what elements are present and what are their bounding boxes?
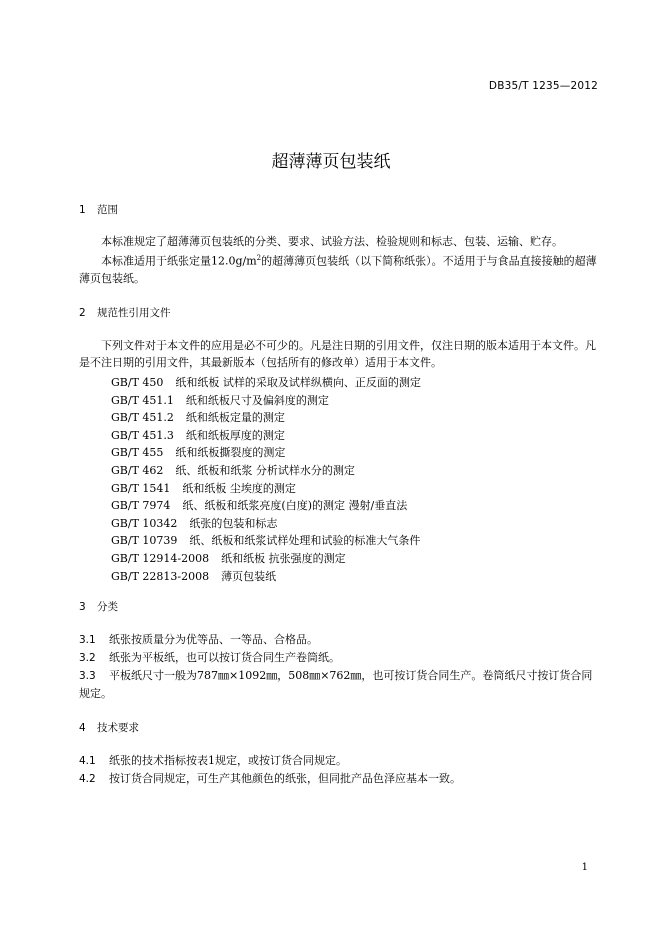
clause-number: 4.1 xyxy=(79,755,96,767)
section-title: 分类 xyxy=(97,601,118,613)
paragraph-text: 的超薄薄页包装纸（以下简称纸张）。不适用于与食品直接接触的超薄薄页包装纸。 xyxy=(79,254,597,285)
reference-title: 纸和纸板尺寸及偏斜度的测定 xyxy=(185,393,329,407)
reference-item xyxy=(111,515,421,533)
reference-title: 纸张的包装和标志 xyxy=(189,516,278,530)
reference-item xyxy=(111,392,421,410)
reference-code: GB/T 450 xyxy=(111,376,164,389)
reference-code: GB/T 22813-2008 xyxy=(111,569,210,583)
reference-item xyxy=(111,497,421,515)
clause-text: 纸张的技术指标按表1规定，或按订货合同规定。 xyxy=(109,754,347,767)
reference-code: GB/T 451.3 xyxy=(111,428,174,442)
section-heading-classification xyxy=(79,599,118,614)
clause-text: 按订货合同规定，可生产其他颜色的纸张，但同批产品色泽应基本一致。 xyxy=(109,772,461,785)
reference-list xyxy=(111,374,421,585)
clause-number: 3.3 xyxy=(79,670,96,682)
reference-title: 纸和纸板撕裂度的测定 xyxy=(175,446,286,460)
reference-code: GB/T 451.2 xyxy=(111,411,174,425)
reference-item xyxy=(111,444,421,462)
clause-4-2 xyxy=(79,770,599,788)
section-heading-technical-requirements xyxy=(79,720,139,735)
section-number: 1 xyxy=(79,204,86,216)
reference-item xyxy=(111,532,421,550)
reference-title: 纸和纸板厚度的测定 xyxy=(185,428,285,442)
standard-code: DB35/T 1235—2012 xyxy=(488,80,598,92)
reference-code: GB/T 451.1 xyxy=(111,393,174,407)
reference-code: GB/T 1541 xyxy=(111,481,171,495)
reference-code: GB/T 462 xyxy=(111,463,164,477)
reference-code: GB/T 10342 xyxy=(111,516,178,530)
clause-3-3 xyxy=(79,667,599,702)
reference-code: GB/T 455 xyxy=(111,446,164,460)
reference-title: 薄页包装纸 xyxy=(221,569,277,583)
paragraph-text: 本标准适用于纸张定量12.0g/m xyxy=(101,254,257,268)
clause-4-1 xyxy=(79,752,599,770)
paragraph-text: 下列文件对于本文件的应用是必不可少的。凡是注日期的引用文件，仅注日期的版本适用于本文件。凡是不注日期的引用文件，其最新版本（包括所有的修改单）适用于本文件。 xyxy=(79,339,596,369)
reference-title: 纸和纸板定量的测定 xyxy=(185,411,285,425)
section-number: 2 xyxy=(79,307,86,319)
reference-code: GB/T 7974 xyxy=(111,499,171,513)
reference-title: 纸和纸板 试样的采取及试样纵横向、正反面的测定 xyxy=(175,376,421,389)
clause-text: 平板纸尺寸一般为787㎜×1092㎜，508㎜×762㎜，也可按订货合同生产。卷筒纸尺寸按订货合同规定。 xyxy=(79,669,593,700)
reference-title: 纸、纸板和纸浆试样处理和试验的标准大气条件 xyxy=(189,534,421,548)
reference-item xyxy=(111,480,421,498)
clause-3-2 xyxy=(79,649,599,667)
section-heading-normative-references xyxy=(79,305,171,320)
clause-number: 3.1 xyxy=(79,634,96,646)
reference-title: 纸、纸板和纸浆亮度(白度)的测定 漫射/垂直法 xyxy=(182,499,408,513)
reference-item xyxy=(111,462,421,480)
reference-item xyxy=(111,568,421,586)
reference-title: 纸和纸板 抗张强度的测定 xyxy=(221,551,346,565)
reference-title: 纸、纸板和纸浆 分析试样水分的测定 xyxy=(175,463,355,477)
clause-3-1 xyxy=(79,631,599,649)
section-title: 技术要求 xyxy=(97,722,139,734)
section-title: 范围 xyxy=(97,204,118,216)
clause-number: 3.2 xyxy=(79,652,96,664)
reference-item xyxy=(111,409,421,427)
reference-item xyxy=(111,550,421,568)
clause-number: 4.2 xyxy=(79,773,96,785)
document-title: 超薄薄页包装纸 xyxy=(271,152,391,172)
scope-paragraph-1 xyxy=(79,233,599,250)
paragraph-text: 本标准规定了超薄薄页包装纸的分类、要求、试验方法、检验规则和标志、包装、运输、贮存。 xyxy=(101,235,563,248)
reference-title: 纸和纸板 尘埃度的测定 xyxy=(182,481,296,495)
scope-paragraph-2 xyxy=(79,250,599,287)
reference-item xyxy=(111,427,421,445)
superscript: 2 xyxy=(256,254,262,262)
normative-intro xyxy=(79,337,599,371)
reference-item xyxy=(111,374,421,392)
clause-text: 纸张为平板纸，也可以按订货合同生产卷筒纸。 xyxy=(109,651,340,664)
reference-code: GB/T 12914-2008 xyxy=(111,551,210,565)
clause-text: 纸张按质量分为优等品、一等品、合格品。 xyxy=(109,633,318,646)
section-number: 4 xyxy=(79,722,86,734)
section-heading-scope xyxy=(79,202,118,217)
reference-code: GB/T 10739 xyxy=(111,534,178,548)
section-number: 3 xyxy=(79,601,86,613)
page-number: 1 xyxy=(581,862,588,873)
section-title: 规范性引用文件 xyxy=(97,307,171,319)
